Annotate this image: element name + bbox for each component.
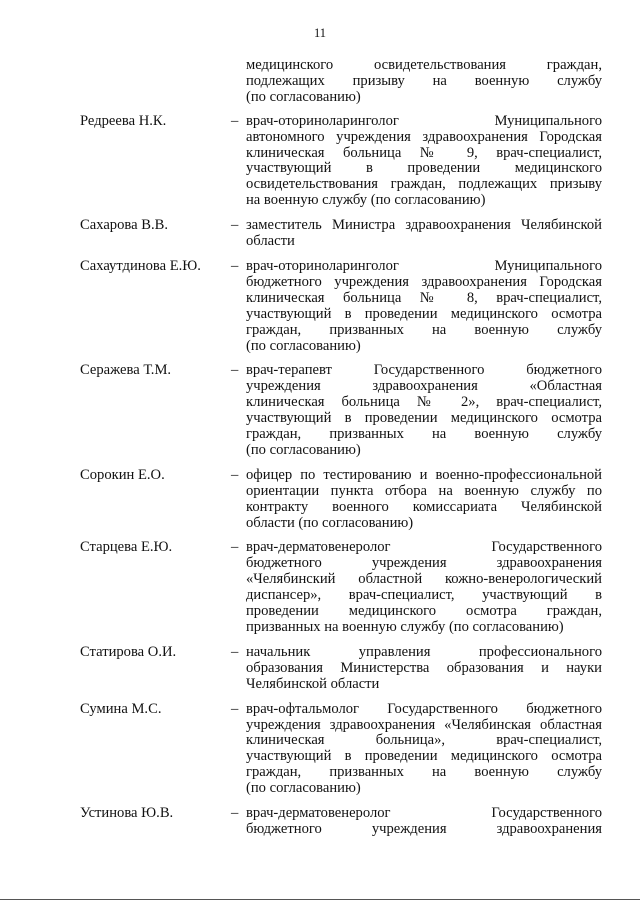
description-line: (по согласованию): [246, 780, 361, 797]
description-line: автономного учреждения здравоохранения Городская: [246, 128, 602, 145]
description-line: врач-дерматовенеролог Государственного: [246, 805, 602, 822]
description-line: медицинского освидетельствования граждан,: [246, 57, 602, 73]
member-entry: [80, 114, 602, 209]
description-line: врач-оториноларинголог Муниципального: [246, 257, 602, 274]
description-line: диспансер», врач-специалист, участвующий в: [246, 587, 602, 604]
member-description: [246, 259, 602, 354]
member-description: [246, 468, 602, 532]
description-line: бюджетного учреждения здравоохранения: [246, 820, 602, 837]
description-line: ориентации пункта отбора на военную службу по: [246, 482, 602, 499]
description-line: на военную службу (по согласованию): [246, 192, 486, 209]
description-line: бюджетного учреждения здравоохранения Городская: [246, 273, 602, 290]
description-line: области: [246, 233, 295, 250]
page-number: 11: [313, 26, 327, 40]
description-line: офицер по тестированию и военно-профессиональной: [246, 466, 602, 483]
member-name: Сахаутдинова Е.Ю.: [80, 257, 201, 274]
description-line: Челябинской области: [246, 675, 380, 692]
entry-dash: –: [231, 257, 239, 274]
entry-dash: –: [231, 112, 239, 129]
description-line: освидетельствования граждан, подлежащих призыву: [246, 176, 602, 193]
member-name: Статирова О.И.: [80, 643, 177, 660]
description-line: (по согласованию): [246, 88, 361, 105]
member-name: Сумина М.С.: [80, 700, 162, 717]
member-name: Сорокин Е.О.: [80, 466, 165, 483]
member-entry: [80, 363, 602, 458]
description-line: контракту военного комиссариата Челябинской: [246, 498, 602, 515]
description-line: граждан, призванных на военную службу: [246, 321, 602, 338]
continuation-entry: [80, 58, 602, 106]
member-description: [246, 645, 602, 693]
entry-dash: –: [231, 362, 239, 379]
member-name: Серажева Т.М.: [80, 362, 172, 379]
member-entry: [80, 645, 602, 693]
description-line: (по согласованию): [246, 337, 361, 354]
member-name: Старцева Е.Ю.: [80, 539, 173, 556]
page-bottom-rule: [0, 899, 640, 900]
description-line: проведении медицинского осмотра граждан,: [246, 603, 602, 620]
member-entry: [80, 218, 602, 250]
description-line: врач-офтальмолог Государственного бюджетного: [246, 700, 602, 717]
description-line: (по согласованию): [246, 441, 361, 458]
member-entry: [80, 540, 602, 635]
entry-dash: –: [231, 539, 239, 556]
member-entry: [80, 259, 602, 354]
member-description: [246, 540, 602, 635]
continuation-description: [246, 58, 602, 106]
member-entry: [80, 702, 602, 797]
entry-dash: –: [231, 805, 239, 822]
description-line: клиническая больница № 8, врач-специалист,: [246, 289, 602, 306]
entry-dash: –: [231, 466, 239, 483]
description-line: призванных на военную службу (по согласованию): [246, 619, 564, 635]
description-line: подлежащих призыву на военную службу: [246, 72, 602, 89]
member-name: Сахарова В.В.: [80, 217, 168, 234]
description-line: учреждения здравоохранения «Челябинская областная: [246, 716, 602, 733]
description-line: участвующий в проведении медицинского осмотра: [246, 410, 602, 427]
description-line: участвующий в проведении медицинского осмотра: [246, 748, 602, 765]
member-name: Устинова Ю.В.: [80, 805, 174, 822]
member-description: [246, 702, 602, 797]
description-line: области (по согласованию): [246, 514, 414, 531]
member-description: [246, 114, 602, 209]
description-line: участвующий в проведении медицинского: [246, 160, 602, 177]
member-entry: [80, 468, 602, 532]
member-entry: [80, 806, 602, 838]
description-line: начальник управления профессионального: [246, 643, 602, 660]
description-line: «Челябинский областной кожно-венерологический: [246, 571, 602, 588]
member-description: [246, 363, 602, 458]
entry-dash: –: [231, 217, 239, 234]
description-line: учреждения здравоохранения «Областная: [246, 378, 602, 395]
description-line: врач-оториноларинголог Муниципального: [246, 112, 602, 129]
description-line: врач-дерматовенеролог Государственного: [246, 539, 602, 556]
commission-member-list: [80, 58, 602, 847]
entry-dash: –: [231, 643, 239, 660]
entry-dash: –: [231, 700, 239, 717]
description-line: участвующий в проведении медицинского осмотра: [246, 305, 602, 322]
description-line: образования Министерства образования и науки: [246, 659, 602, 676]
description-line: клиническая больница № 9, врач-специалист,: [246, 144, 602, 161]
member-description: [246, 218, 602, 250]
description-line: заместитель Министра здравоохранения Челябинской: [246, 217, 602, 234]
member-description: [246, 806, 602, 838]
description-line: бюджетного учреждения здравоохранения: [246, 555, 602, 572]
description-line: врач-терапевт Государственного бюджетного: [246, 362, 602, 379]
description-line: клиническая больница», врач-специалист,: [246, 732, 602, 749]
description-line: клиническая больница № 2», врач-специалист,: [246, 394, 602, 411]
member-name: Редреева Н.К.: [80, 112, 167, 129]
description-line: граждан, призванных на военную службу: [246, 764, 602, 781]
description-line: граждан, призванных на военную службу: [246, 426, 602, 443]
